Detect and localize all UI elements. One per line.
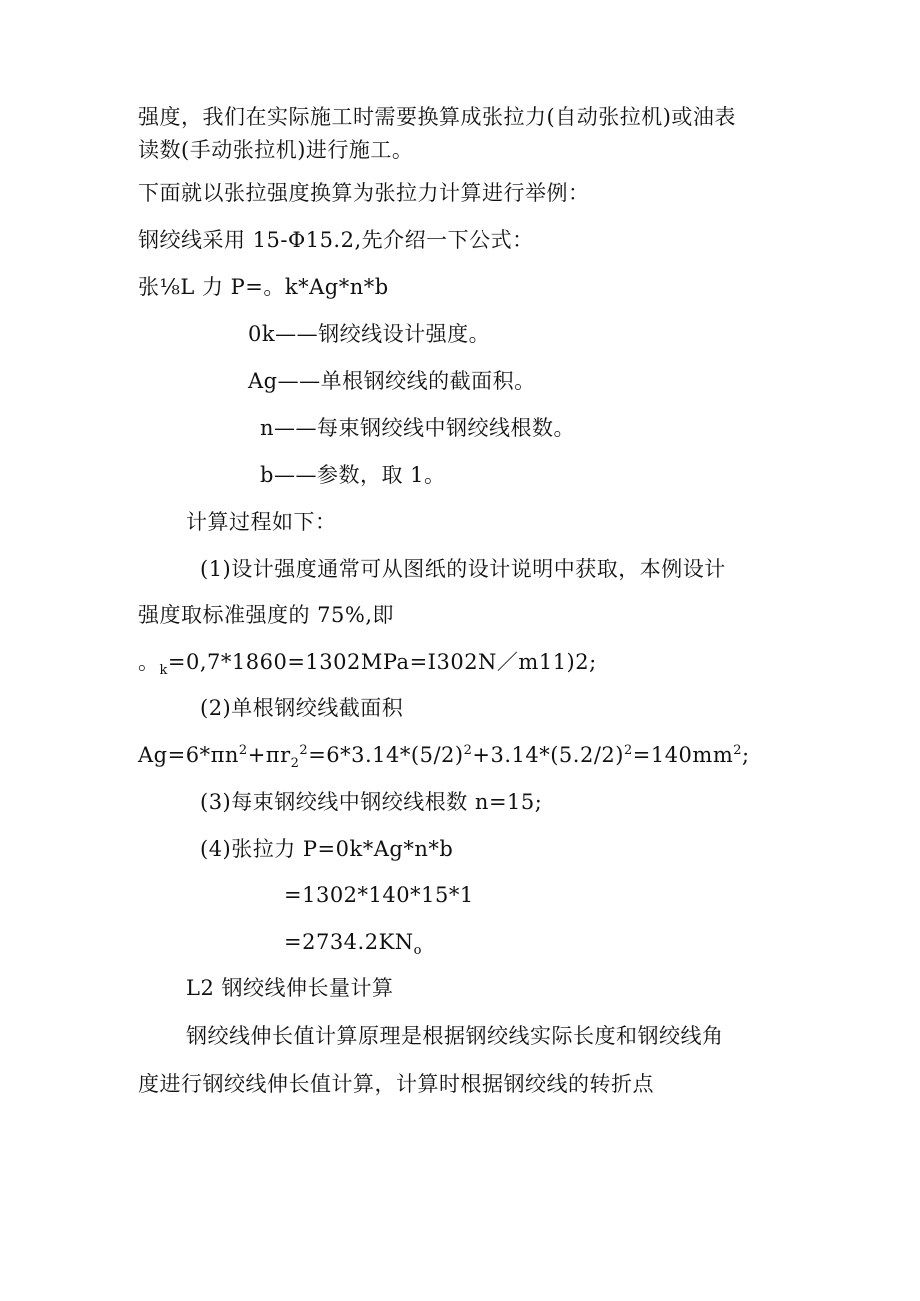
formula-line — [284, 928, 422, 959]
definition-line: Ag——单根钢绞线的截面积。 — [248, 369, 536, 393]
formula-line: (4)张拉力 P=0k*Ag*n*b — [200, 837, 454, 861]
subscript: o — [413, 943, 422, 959]
section-heading: L2 钢绞线伸长量计算 — [186, 976, 394, 1000]
definition-line: 0k——钢绞线设计强度。 — [248, 322, 491, 346]
paragraph-line: 计算过程如下： — [186, 510, 337, 534]
subscript: 2 — [290, 756, 300, 772]
formula-text: ; — [742, 743, 750, 767]
superscript: 2 — [463, 743, 473, 758]
formula-text: +3.14*(5.2/2) — [472, 743, 624, 767]
paragraph-line: (3)每束钢绞线中钢绞线根数 n=15; — [200, 790, 543, 814]
formula-text: =140mm — [632, 743, 734, 767]
paragraph-line: (1)设计强度通常可从图纸的设计说明中获取，本例设计 — [200, 557, 726, 581]
formula-line — [138, 648, 597, 679]
formula-text: =0,7*1860=1302MPa=I302N／m11)2; — [167, 650, 597, 674]
paragraph-line: 下面就以张拉强度换算为张拉力计算进行举例： — [138, 181, 590, 205]
definition-line: n——每束钢绞线中钢绞线根数。 — [260, 416, 576, 440]
paragraph-line: 强度取标准强度的 75%,即 — [138, 603, 395, 627]
formula-text: +πr — [247, 743, 291, 767]
formula-line — [138, 741, 750, 772]
paragraph-line: 读数(手动张拉机)进行施工。 — [138, 138, 414, 162]
superscript: 2 — [733, 743, 743, 758]
formula-text: Ag=6*πn — [138, 743, 239, 767]
formula-text: 。 — [138, 650, 160, 674]
formula-text: =2734.2KN — [284, 930, 414, 954]
superscript: 2 — [238, 743, 248, 758]
subscript: k — [159, 663, 168, 679]
paragraph-line: 强度，我们在实际施工时需要换算成张拉力(自动张拉机)或油表 — [138, 105, 736, 129]
paragraph-line: 度进行钢绞线伸长值计算，计算时根据钢绞线的转折点 — [138, 1072, 654, 1096]
definition-line: b——参数，取 1。 — [260, 463, 446, 487]
superscript: 2 — [299, 743, 309, 758]
paragraph-line: 钢绞线伸长值计算原理是根据钢绞线实际长度和钢绞线角 — [186, 1024, 724, 1048]
formula-line: 张⅛L 力 P=。k*Ag*n*b — [138, 275, 389, 299]
formula-text: =6*3.14*(5/2) — [308, 743, 464, 767]
superscript: 2 — [623, 743, 633, 758]
formula-line: =1302*140*15*1 — [284, 883, 474, 907]
paragraph-line: 钢绞线采用 15-Φ15.2,先介绍一下公式： — [138, 228, 534, 252]
paragraph-line: (2)单根钢绞线截面积 — [200, 696, 404, 720]
